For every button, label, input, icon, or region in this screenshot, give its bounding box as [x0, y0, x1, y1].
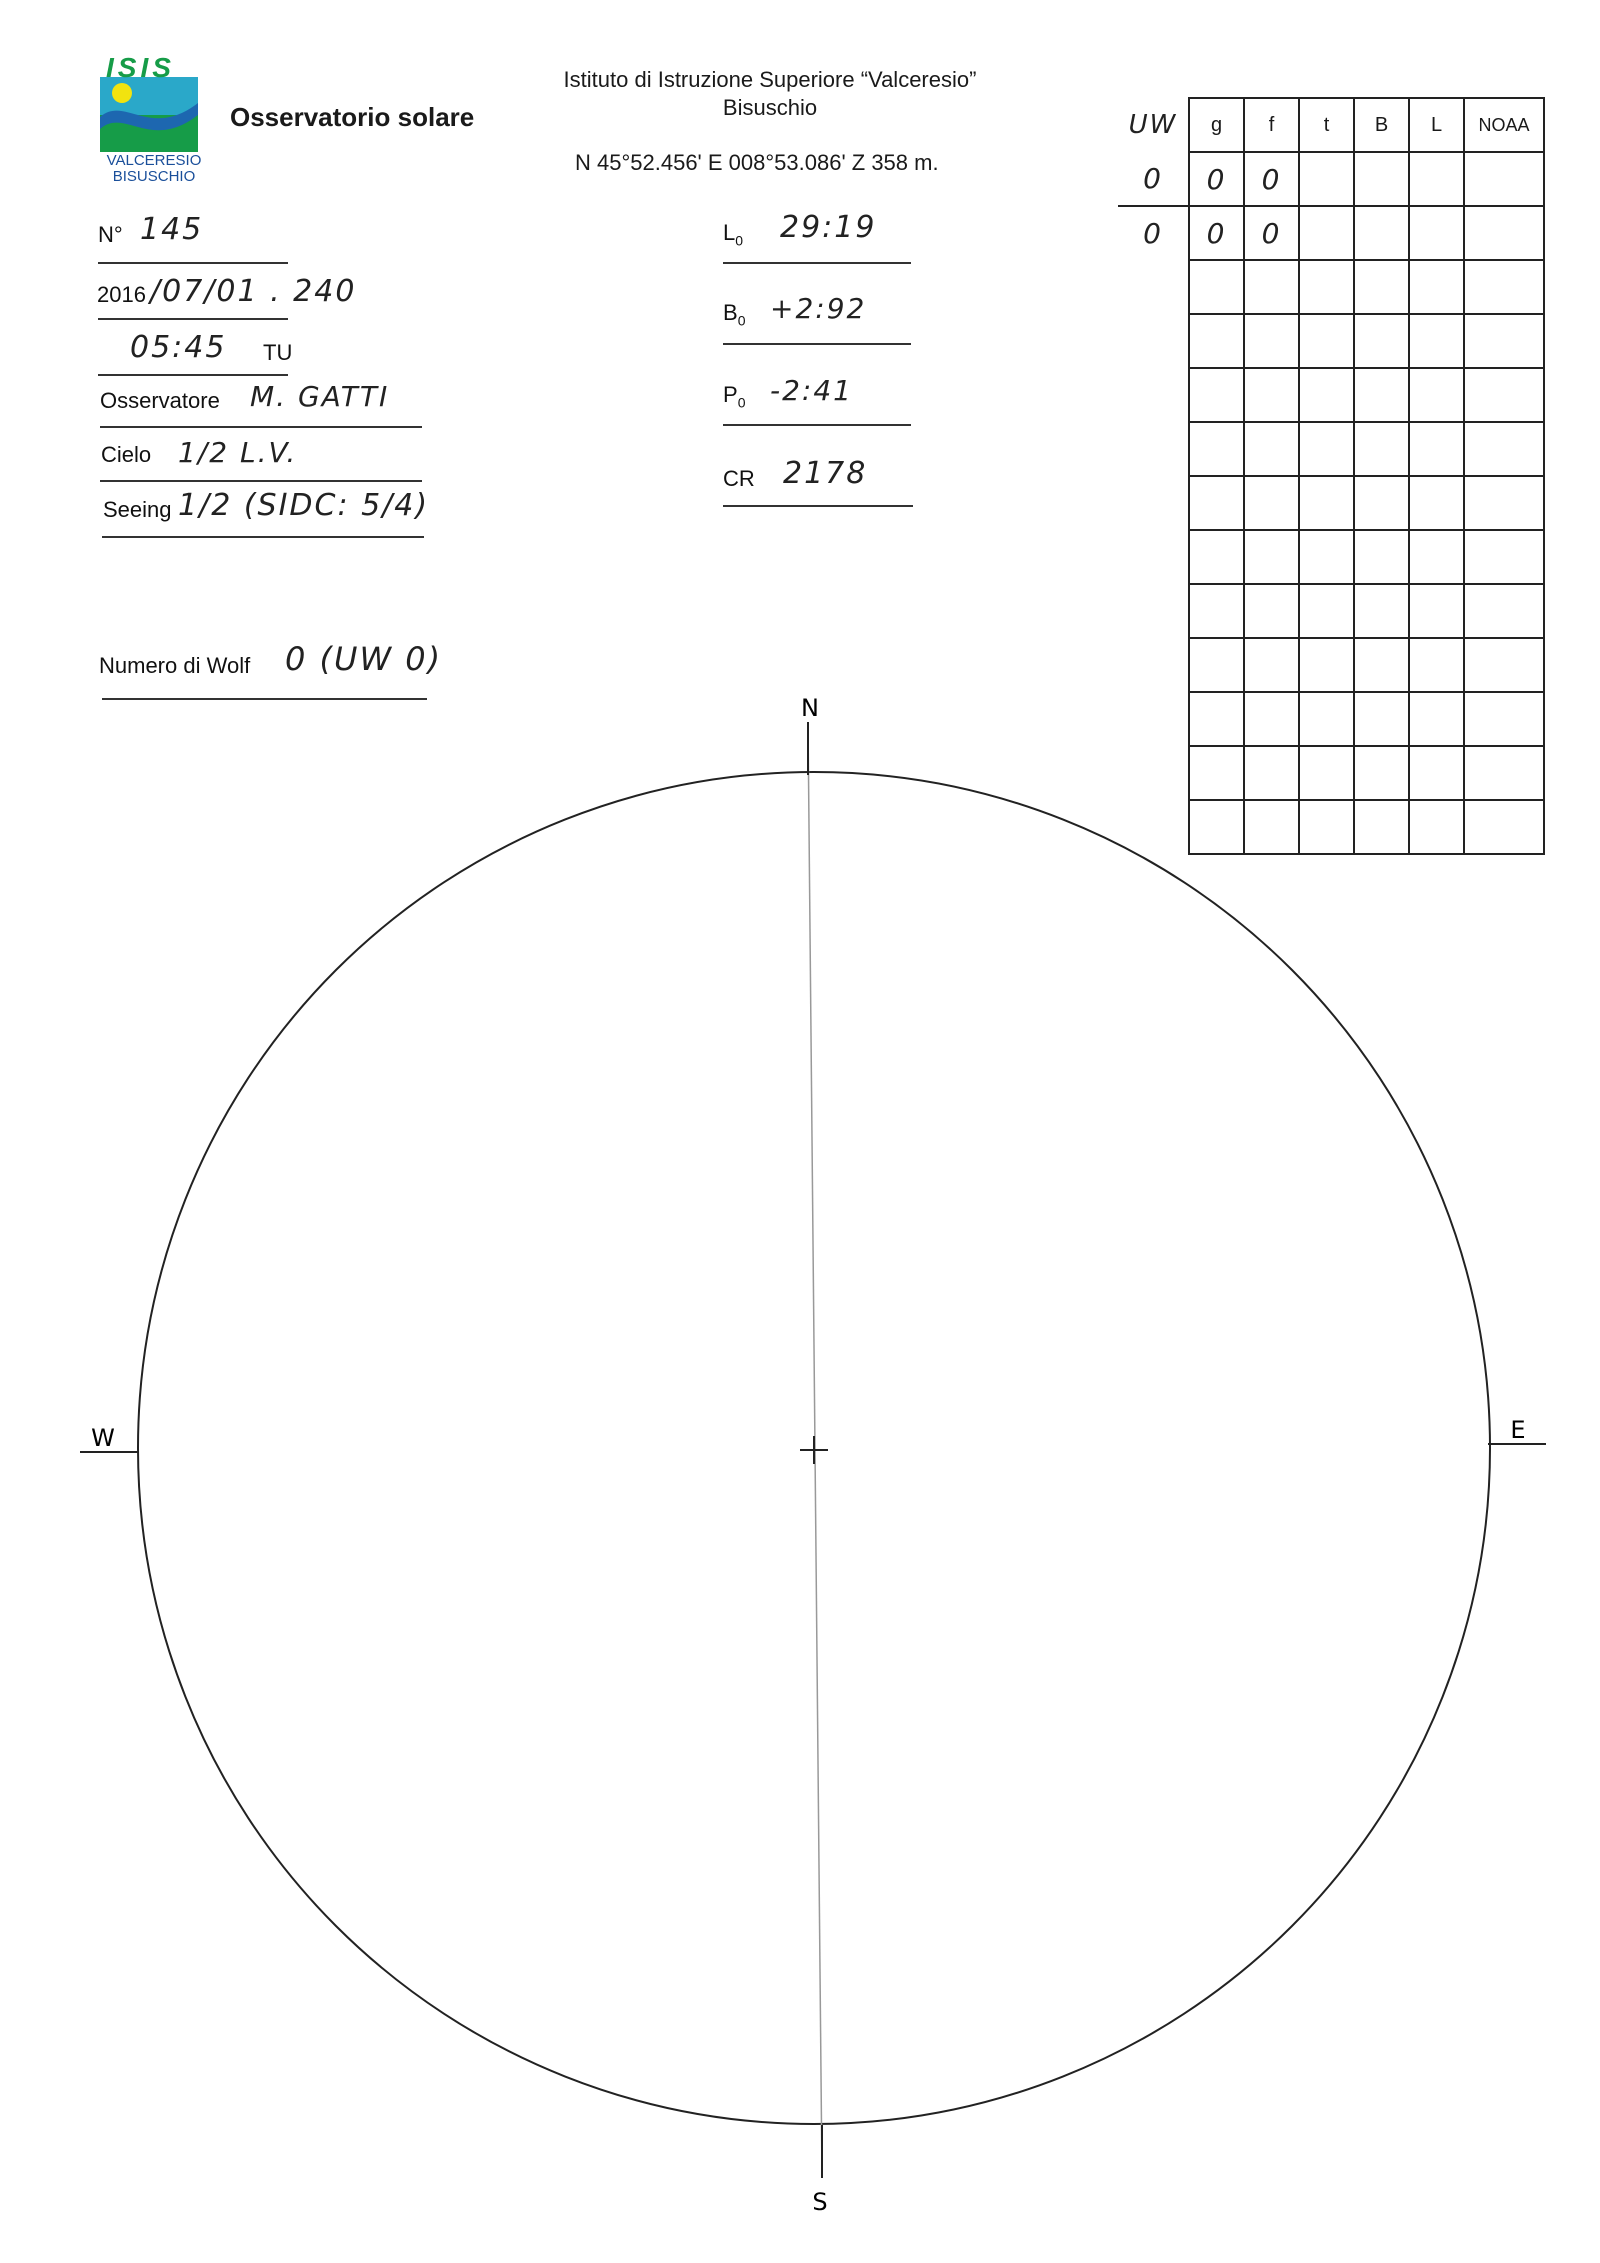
observatory-title: Osservatorio solare [230, 102, 475, 132]
seeing-value: 1/2 (SIDC: 5/4) [178, 488, 430, 523]
b0-sub: 0 [737, 312, 746, 329]
b0-value: +2:92 [770, 292, 867, 325]
wolf-value: 0 (UW 0) [285, 640, 443, 678]
l0-letter: L [723, 220, 736, 245]
p0-sub: 0 [737, 394, 746, 411]
number-label: N° [98, 222, 123, 247]
header-b: B [1354, 98, 1409, 152]
observer-label: Osservatore [100, 388, 220, 413]
date-prefix: 2016 [97, 282, 146, 307]
header-f: f [1244, 98, 1299, 152]
institute-name: Istituto di Istruzione Superiore “Valceresio” [563, 67, 977, 92]
east-label: E [1510, 1416, 1526, 1444]
number-value: 145 [140, 212, 204, 247]
observer-value: M. GATTI [250, 380, 390, 413]
institute-city: Bisuschio [722, 95, 818, 120]
logo-wordmark: ISIS [106, 52, 175, 83]
cr-value: 2178 [783, 456, 868, 491]
sky-value: 1/2 L.V. [178, 436, 298, 469]
row-uw-value: 0 [1143, 217, 1163, 250]
row-f-value: 0 [1261, 216, 1282, 250]
time-value: 05:45 [130, 330, 227, 365]
south-label: S [812, 2188, 828, 2216]
sky-label: Cielo [101, 442, 152, 467]
p0-letter: P [723, 382, 738, 407]
header-l: L [1409, 98, 1464, 152]
logo-city-line2: BISUSCHIO [112, 168, 196, 185]
time-unit: TU [263, 340, 293, 365]
b0-letter: B [723, 300, 738, 325]
header-noaa: NOAA [1464, 98, 1544, 152]
west-label: W [91, 1424, 115, 1452]
wolf-label: Numero di Wolf [99, 653, 251, 678]
observatory-coordinates: N 45°52.456' E 008°53.086' Z 358 m. [575, 150, 939, 175]
p0-value: -2:41 [770, 374, 853, 407]
uw-header-text: UW [1128, 110, 1178, 140]
row-uw-value: 0 [1143, 162, 1163, 195]
row-g-value: 0 [1206, 162, 1227, 196]
row-f-value: 0 [1261, 162, 1282, 196]
seeing-label: Seeing [103, 497, 172, 522]
l0-value: 29:19 [780, 210, 877, 245]
header-g: g [1189, 98, 1244, 152]
header-t: t [1299, 98, 1354, 152]
l0-sub: 0 [735, 232, 744, 249]
logo-city-line1: VALCERESIO [106, 152, 202, 169]
date-value: /07/01 . 240 [150, 274, 357, 309]
north-label: N [801, 694, 819, 722]
row-g-value: 0 [1206, 216, 1227, 250]
cr-label: CR [723, 466, 755, 491]
